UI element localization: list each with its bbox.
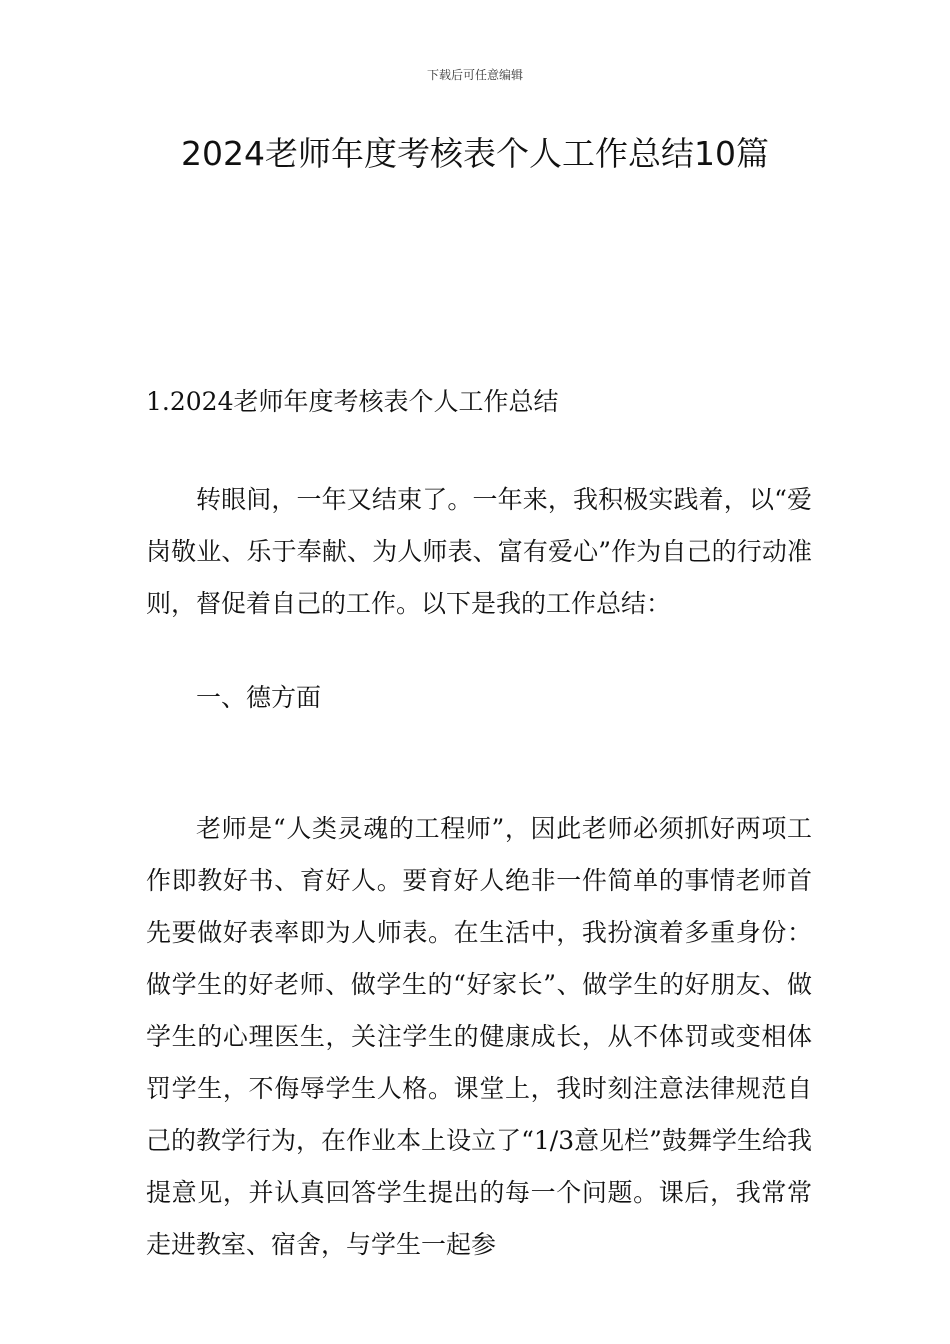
document-title: 2024老师年度考核表个人工作总结10篇 bbox=[181, 134, 769, 173]
section-heading: 1.2024老师年度考核表个人工作总结 bbox=[146, 387, 559, 416]
paragraph-intro: 转眼间，一年又结束了。一年来，我积极实践着，以“爱岗敬业、乐于奉献、为人师表、富有爱心”作为自己的行动准则，督促着自己的工作。以下是我的工作总结： bbox=[146, 485, 812, 618]
paragraph-morality: 老师是“人类灵魂的工程师”，因此老师必须抓好两项工作即教好书、育好人。要育好人绝非一件简单的事情老师首先要做好表率即为人师表。在生活中，我扮演着多重身份：做学生的好老师、做学生的“好家长”、做学生的好朋友、做学生的心理医生，关注学生的健康成长，从不体罚或变相体罚学生，不侮辱学生人格。课堂上，我时刻注意法律规范自己的教学行为，在作业本上设立了“1/3意见栏”鼓舞学生给我提意见，并认真回答学生提出的每一个问题。课后，我常常走进教室、宿舍，与学生一起参 bbox=[146, 814, 812, 1259]
header-note: 下载后可任意编辑 bbox=[426, 68, 523, 82]
subheading-morality: 一、德方面 bbox=[196, 683, 322, 712]
